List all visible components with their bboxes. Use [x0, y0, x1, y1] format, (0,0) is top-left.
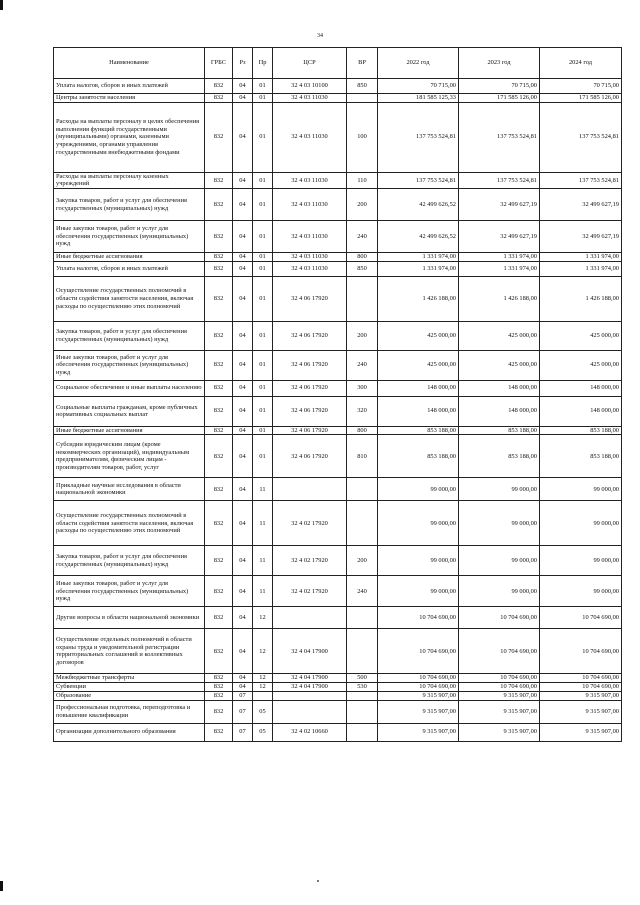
table-row	[54, 723, 622, 741]
table-row	[54, 380, 622, 396]
cell-name: Центры занятости населения	[54, 94, 205, 103]
header-name: Наименование	[54, 48, 205, 79]
header-vr: ВР	[347, 48, 378, 79]
cell-2023: 99 000,00	[459, 478, 540, 501]
cell-pr: 01	[253, 435, 273, 478]
header-rz: Рз	[233, 48, 253, 79]
cell-name: Уплата налогов, сборов и иных платежей	[54, 261, 205, 276]
cell-pr: 12	[253, 607, 273, 629]
cell-grbs: 832	[205, 94, 233, 103]
cell-2023: 425 000,00	[459, 350, 540, 380]
cell-rz: 07	[233, 700, 253, 723]
cell-rz: 04	[233, 629, 253, 674]
cell-rz: 04	[233, 321, 253, 350]
cell-2023: 99 000,00	[459, 501, 540, 546]
cell-2022: 148 000,00	[378, 396, 459, 426]
cell-2024: 137 753 524,81	[540, 102, 622, 172]
header-pr: Пр	[253, 48, 273, 79]
cell-grbs: 832	[205, 396, 233, 426]
cell-2024: 853 188,00	[540, 426, 622, 435]
cell-name: Социальные выплаты гражданам, кроме публичных нормативных социальных выплат	[54, 396, 205, 426]
cell-rz: 07	[233, 723, 253, 741]
cell-pr: 01	[253, 380, 273, 396]
cell-csr: 32 4 03 11030	[273, 172, 347, 188]
cell-pr: 01	[253, 261, 273, 276]
cell-grbs: 832	[205, 723, 233, 741]
cell-vr: 300	[347, 380, 378, 396]
cell-csr: 32 4 02 17920	[273, 576, 347, 607]
cell-name: Субсидии юридическим лицам (кроме некоммерческих организаций), индивидуальным предпринимателям, физическим лицам - производителям товаров, работ, услуг	[54, 435, 205, 478]
cell-name: Социальное обеспечение и иные выплаты населению	[54, 380, 205, 396]
cell-2024: 853 188,00	[540, 435, 622, 478]
cell-pr: 11	[253, 478, 273, 501]
cell-vr: 200	[347, 189, 378, 221]
cell-grbs: 832	[205, 261, 233, 276]
cell-vr: 240	[347, 576, 378, 607]
cell-pr: 01	[253, 102, 273, 172]
table-row	[54, 576, 622, 607]
table-row	[54, 94, 622, 103]
cell-vr: 810	[347, 435, 378, 478]
cell-2024: 425 000,00	[540, 321, 622, 350]
cell-2024: 425 000,00	[540, 350, 622, 380]
cell-vr: 800	[347, 426, 378, 435]
cell-rz: 04	[233, 253, 253, 262]
table-row	[54, 426, 622, 435]
cell-name: Осуществление государственных полномочий в области содействия занятости населения, включая расходы по осуществлению этих полномочий	[54, 276, 205, 321]
cell-pr: 01	[253, 276, 273, 321]
cell-rz: 04	[233, 79, 253, 94]
cell-csr: 32 4 02 17920	[273, 501, 347, 546]
cell-2022: 137 753 524,81	[378, 102, 459, 172]
budget-table	[53, 47, 622, 742]
cell-csr: 32 4 06 17920	[273, 435, 347, 478]
page-number: 34	[317, 33, 323, 39]
table-row	[54, 691, 622, 700]
cell-name: Иные закупки товаров, работ и услуг для обеспечения государственных (муниципальных) нужд	[54, 576, 205, 607]
table-row	[54, 261, 622, 276]
cell-rz: 04	[233, 380, 253, 396]
table-row	[54, 276, 622, 321]
scan-edge-mark	[0, 881, 3, 891]
cell-2022: 10 704 690,00	[378, 683, 459, 692]
cell-csr: 32 4 06 17920	[273, 276, 347, 321]
cell-2022: 1 331 974,00	[378, 253, 459, 262]
header-2023: 2023 год	[459, 48, 540, 79]
cell-pr: 11	[253, 501, 273, 546]
cell-vr: 850	[347, 261, 378, 276]
table-row	[54, 79, 622, 94]
cell-rz: 04	[233, 674, 253, 683]
cell-grbs: 832	[205, 221, 233, 253]
table-row	[54, 321, 622, 350]
cell-2023: 853 188,00	[459, 426, 540, 435]
cell-pr: 12	[253, 629, 273, 674]
cell-2024: 32 499 627,19	[540, 189, 622, 221]
cell-csr: 32 4 06 17920	[273, 321, 347, 350]
cell-grbs: 832	[205, 576, 233, 607]
cell-name: Другие вопросы в области национальной экономики	[54, 607, 205, 629]
table-row	[54, 189, 622, 221]
cell-2022: 99 000,00	[378, 546, 459, 576]
cell-csr: 32 4 03 11030	[273, 102, 347, 172]
cell-grbs: 832	[205, 426, 233, 435]
cell-2023: 853 188,00	[459, 435, 540, 478]
header-2024: 2024 год	[540, 48, 622, 79]
cell-rz: 04	[233, 546, 253, 576]
cell-vr	[347, 276, 378, 321]
table-row	[54, 700, 622, 723]
cell-2022: 42 499 626,52	[378, 221, 459, 253]
cell-2024: 99 000,00	[540, 478, 622, 501]
cell-pr: 12	[253, 674, 273, 683]
cell-2023: 171 585 126,00	[459, 94, 540, 103]
cell-name: Расходы на выплаты персоналу казенных учреждений	[54, 172, 205, 188]
cell-pr: 01	[253, 189, 273, 221]
cell-grbs: 832	[205, 607, 233, 629]
cell-2023: 99 000,00	[459, 546, 540, 576]
table-header-row	[54, 48, 622, 79]
cell-rz: 07	[233, 691, 253, 700]
cell-name: Осуществление государственных полномочий в области содействия занятости населения, включая расходы по осуществлению этих полномочий	[54, 501, 205, 546]
cell-rz: 04	[233, 221, 253, 253]
cell-2024: 148 000,00	[540, 380, 622, 396]
cell-rz: 04	[233, 276, 253, 321]
cell-vr: 320	[347, 396, 378, 426]
cell-pr: 01	[253, 321, 273, 350]
cell-2023: 1 426 188,00	[459, 276, 540, 321]
cell-vr	[347, 501, 378, 546]
cell-rz: 04	[233, 350, 253, 380]
cell-name: Иные бюджетные ассигнования	[54, 253, 205, 262]
table-row	[54, 172, 622, 188]
cell-rz: 04	[233, 501, 253, 546]
cell-rz: 04	[233, 426, 253, 435]
table-row	[54, 221, 622, 253]
cell-vr: 800	[347, 253, 378, 262]
cell-vr: 110	[347, 172, 378, 188]
cell-pr: 05	[253, 700, 273, 723]
cell-2022: 853 188,00	[378, 426, 459, 435]
cell-vr: 500	[347, 674, 378, 683]
table-row	[54, 253, 622, 262]
cell-csr: 32 4 03 11030	[273, 261, 347, 276]
table-row	[54, 501, 622, 546]
cell-vr	[347, 94, 378, 103]
cell-vr	[347, 478, 378, 501]
cell-2022: 425 000,00	[378, 321, 459, 350]
cell-csr: 32 4 06 17920	[273, 426, 347, 435]
cell-2023: 1 331 974,00	[459, 261, 540, 276]
cell-grbs: 832	[205, 700, 233, 723]
cell-2023: 148 000,00	[459, 380, 540, 396]
cell-rz: 04	[233, 261, 253, 276]
cell-2023: 137 753 524,81	[459, 172, 540, 188]
cell-2022: 10 704 690,00	[378, 674, 459, 683]
cell-grbs: 832	[205, 691, 233, 700]
cell-vr: 200	[347, 321, 378, 350]
cell-2023: 70 715,00	[459, 79, 540, 94]
cell-grbs: 832	[205, 674, 233, 683]
cell-2022: 148 000,00	[378, 380, 459, 396]
cell-2023: 425 000,00	[459, 321, 540, 350]
cell-2024: 9 315 907,00	[540, 700, 622, 723]
cell-2022: 137 753 524,81	[378, 172, 459, 188]
scan-edge-mark	[0, 0, 3, 10]
cell-2022: 9 315 907,00	[378, 700, 459, 723]
cell-csr: 32 4 04 17900	[273, 674, 347, 683]
table-row	[54, 674, 622, 683]
cell-vr: 240	[347, 350, 378, 380]
cell-2024: 9 315 907,00	[540, 723, 622, 741]
cell-csr: 32 4 03 11030	[273, 94, 347, 103]
cell-rz: 04	[233, 94, 253, 103]
cell-2022: 181 585 125,33	[378, 94, 459, 103]
cell-rz: 04	[233, 478, 253, 501]
cell-2024: 99 000,00	[540, 501, 622, 546]
cell-name: Закупка товаров, работ и услуг для обеспечения государственных (муниципальных) нужд	[54, 546, 205, 576]
cell-csr: 32 4 02 10660	[273, 723, 347, 741]
cell-2024: 32 499 627,19	[540, 221, 622, 253]
table-row	[54, 683, 622, 692]
cell-rz: 04	[233, 683, 253, 692]
cell-grbs: 832	[205, 478, 233, 501]
cell-2023: 137 753 524,81	[459, 102, 540, 172]
cell-name: Осуществление отдельных полномочий в области охраны труда и уведомительной регистрации территориальных соглашений и коллективных договоров	[54, 629, 205, 674]
cell-name: Межбюджетные трансферты	[54, 674, 205, 683]
cell-csr	[273, 700, 347, 723]
cell-grbs: 832	[205, 79, 233, 94]
cell-2023: 148 000,00	[459, 396, 540, 426]
cell-pr: 11	[253, 546, 273, 576]
cell-2023: 9 315 907,00	[459, 700, 540, 723]
cell-2022: 9 315 907,00	[378, 691, 459, 700]
cell-rz: 04	[233, 102, 253, 172]
cell-csr	[273, 478, 347, 501]
cell-grbs: 832	[205, 629, 233, 674]
cell-csr	[273, 607, 347, 629]
cell-2022: 853 188,00	[378, 435, 459, 478]
cell-pr: 12	[253, 683, 273, 692]
cell-2022: 9 315 907,00	[378, 723, 459, 741]
cell-name: Профессиональная подготовка, переподготовка и повышение квалификации	[54, 700, 205, 723]
header-grbs: ГРБС	[205, 48, 233, 79]
table-row	[54, 546, 622, 576]
cell-csr	[273, 691, 347, 700]
table-body	[54, 79, 622, 742]
cell-2022: 42 499 626,52	[378, 189, 459, 221]
cell-grbs: 832	[205, 380, 233, 396]
cell-vr: 240	[347, 221, 378, 253]
cell-csr: 32 4 06 17920	[273, 380, 347, 396]
cell-pr: 01	[253, 350, 273, 380]
cell-grbs: 832	[205, 501, 233, 546]
cell-2024: 70 715,00	[540, 79, 622, 94]
table-row	[54, 350, 622, 380]
cell-name: Образование	[54, 691, 205, 700]
header-csr: ЦСР	[273, 48, 347, 79]
cell-pr: 05	[253, 723, 273, 741]
cell-csr: 32 4 03 11030	[273, 189, 347, 221]
cell-2023: 1 331 974,00	[459, 253, 540, 262]
table-row	[54, 478, 622, 501]
cell-2024: 10 704 690,00	[540, 629, 622, 674]
cell-pr	[253, 691, 273, 700]
cell-name: Прикладные научные исследования в области национальной экономики	[54, 478, 205, 501]
cell-2024: 10 704 690,00	[540, 607, 622, 629]
cell-grbs: 832	[205, 350, 233, 380]
cell-name: Уплата налогов, сборов и иных платежей	[54, 79, 205, 94]
cell-2024: 99 000,00	[540, 546, 622, 576]
cell-vr	[347, 607, 378, 629]
cell-2023: 10 704 690,00	[459, 607, 540, 629]
cell-rz: 04	[233, 435, 253, 478]
cell-2023: 32 499 627,19	[459, 221, 540, 253]
cell-grbs: 832	[205, 102, 233, 172]
cell-2023: 32 499 627,19	[459, 189, 540, 221]
cell-2023: 10 704 690,00	[459, 629, 540, 674]
cell-rz: 04	[233, 189, 253, 221]
cell-grbs: 832	[205, 683, 233, 692]
cell-2024: 171 585 126,00	[540, 94, 622, 103]
cell-2024: 1 331 974,00	[540, 261, 622, 276]
cell-vr: 850	[347, 79, 378, 94]
cell-name: Закупка товаров, работ и услуг для обеспечения государственных (муниципальных) нужд	[54, 321, 205, 350]
table-row	[54, 435, 622, 478]
cell-2023: 9 315 907,00	[459, 723, 540, 741]
cell-csr: 32 4 02 17920	[273, 546, 347, 576]
cell-2022: 99 000,00	[378, 478, 459, 501]
cell-vr	[347, 691, 378, 700]
cell-name: Иные закупки товаров, работ и услуг для обеспечения государственных (муниципальных) нужд	[54, 350, 205, 380]
cell-2022: 99 000,00	[378, 501, 459, 546]
cell-2024: 10 704 690,00	[540, 683, 622, 692]
cell-pr: 11	[253, 576, 273, 607]
cell-2022: 1 331 974,00	[378, 261, 459, 276]
table-row	[54, 607, 622, 629]
table-row	[54, 102, 622, 172]
cell-vr	[347, 629, 378, 674]
cell-pr: 01	[253, 396, 273, 426]
cell-2022: 10 704 690,00	[378, 629, 459, 674]
cell-2024: 10 704 690,00	[540, 674, 622, 683]
cell-name: Иные закупки товаров, работ и услуг для обеспечения государственных (муниципальных) нужд	[54, 221, 205, 253]
cell-pr: 01	[253, 221, 273, 253]
cell-pr: 01	[253, 172, 273, 188]
cell-pr: 01	[253, 426, 273, 435]
cell-2023: 99 000,00	[459, 576, 540, 607]
cell-2024: 137 753 524,81	[540, 172, 622, 188]
cell-2022: 70 715,00	[378, 79, 459, 94]
cell-2024: 1 331 974,00	[540, 253, 622, 262]
cell-vr	[347, 723, 378, 741]
cell-2022: 1 426 188,00	[378, 276, 459, 321]
table-row	[54, 396, 622, 426]
cell-2022: 99 000,00	[378, 576, 459, 607]
cell-grbs: 832	[205, 435, 233, 478]
cell-rz: 04	[233, 576, 253, 607]
cell-2024: 1 426 188,00	[540, 276, 622, 321]
cell-csr: 32 4 04 17900	[273, 629, 347, 674]
cell-vr: 200	[347, 546, 378, 576]
cell-rz: 04	[233, 396, 253, 426]
cell-2023: 10 704 690,00	[459, 674, 540, 683]
cell-name: Организации дополнительного образования	[54, 723, 205, 741]
cell-csr: 32 4 03 11030	[273, 253, 347, 262]
cell-csr: 32 4 03 11030	[273, 221, 347, 253]
cell-vr: 530	[347, 683, 378, 692]
table-row	[54, 629, 622, 674]
cell-2023: 10 704 690,00	[459, 683, 540, 692]
cell-grbs: 832	[205, 321, 233, 350]
cell-2022: 425 000,00	[378, 350, 459, 380]
cell-vr	[347, 700, 378, 723]
cell-csr: 32 4 03 10100	[273, 79, 347, 94]
cell-grbs: 832	[205, 546, 233, 576]
cell-grbs: 832	[205, 276, 233, 321]
cell-csr: 32 4 06 17920	[273, 396, 347, 426]
cell-vr: 100	[347, 102, 378, 172]
cell-rz: 04	[233, 172, 253, 188]
cell-2024: 148 000,00	[540, 396, 622, 426]
cell-pr: 01	[253, 94, 273, 103]
cell-pr: 01	[253, 79, 273, 94]
cell-csr: 32 4 04 17900	[273, 683, 347, 692]
cell-grbs: 832	[205, 253, 233, 262]
cell-name: Расходы на выплаты персоналу в целях обеспечения выполнения функций государственными (муниципальными) органами, казенными учреждениями, органами управления государственными внебюджетными фондами	[54, 102, 205, 172]
cell-name: Закупка товаров, работ и услуг для обеспечения государственных (муниципальных) нужд	[54, 189, 205, 221]
scan-speck	[317, 880, 319, 882]
cell-2024: 99 000,00	[540, 576, 622, 607]
cell-pr: 01	[253, 253, 273, 262]
cell-name: Субвенции	[54, 683, 205, 692]
cell-2024: 9 315 907,00	[540, 691, 622, 700]
cell-2023: 9 315 907,00	[459, 691, 540, 700]
cell-rz: 04	[233, 607, 253, 629]
header-2022: 2022 год	[378, 48, 459, 79]
cell-csr: 32 4 06 17920	[273, 350, 347, 380]
cell-name: Иные бюджетные ассигнования	[54, 426, 205, 435]
cell-grbs: 832	[205, 172, 233, 188]
cell-2022: 10 704 690,00	[378, 607, 459, 629]
cell-grbs: 832	[205, 189, 233, 221]
